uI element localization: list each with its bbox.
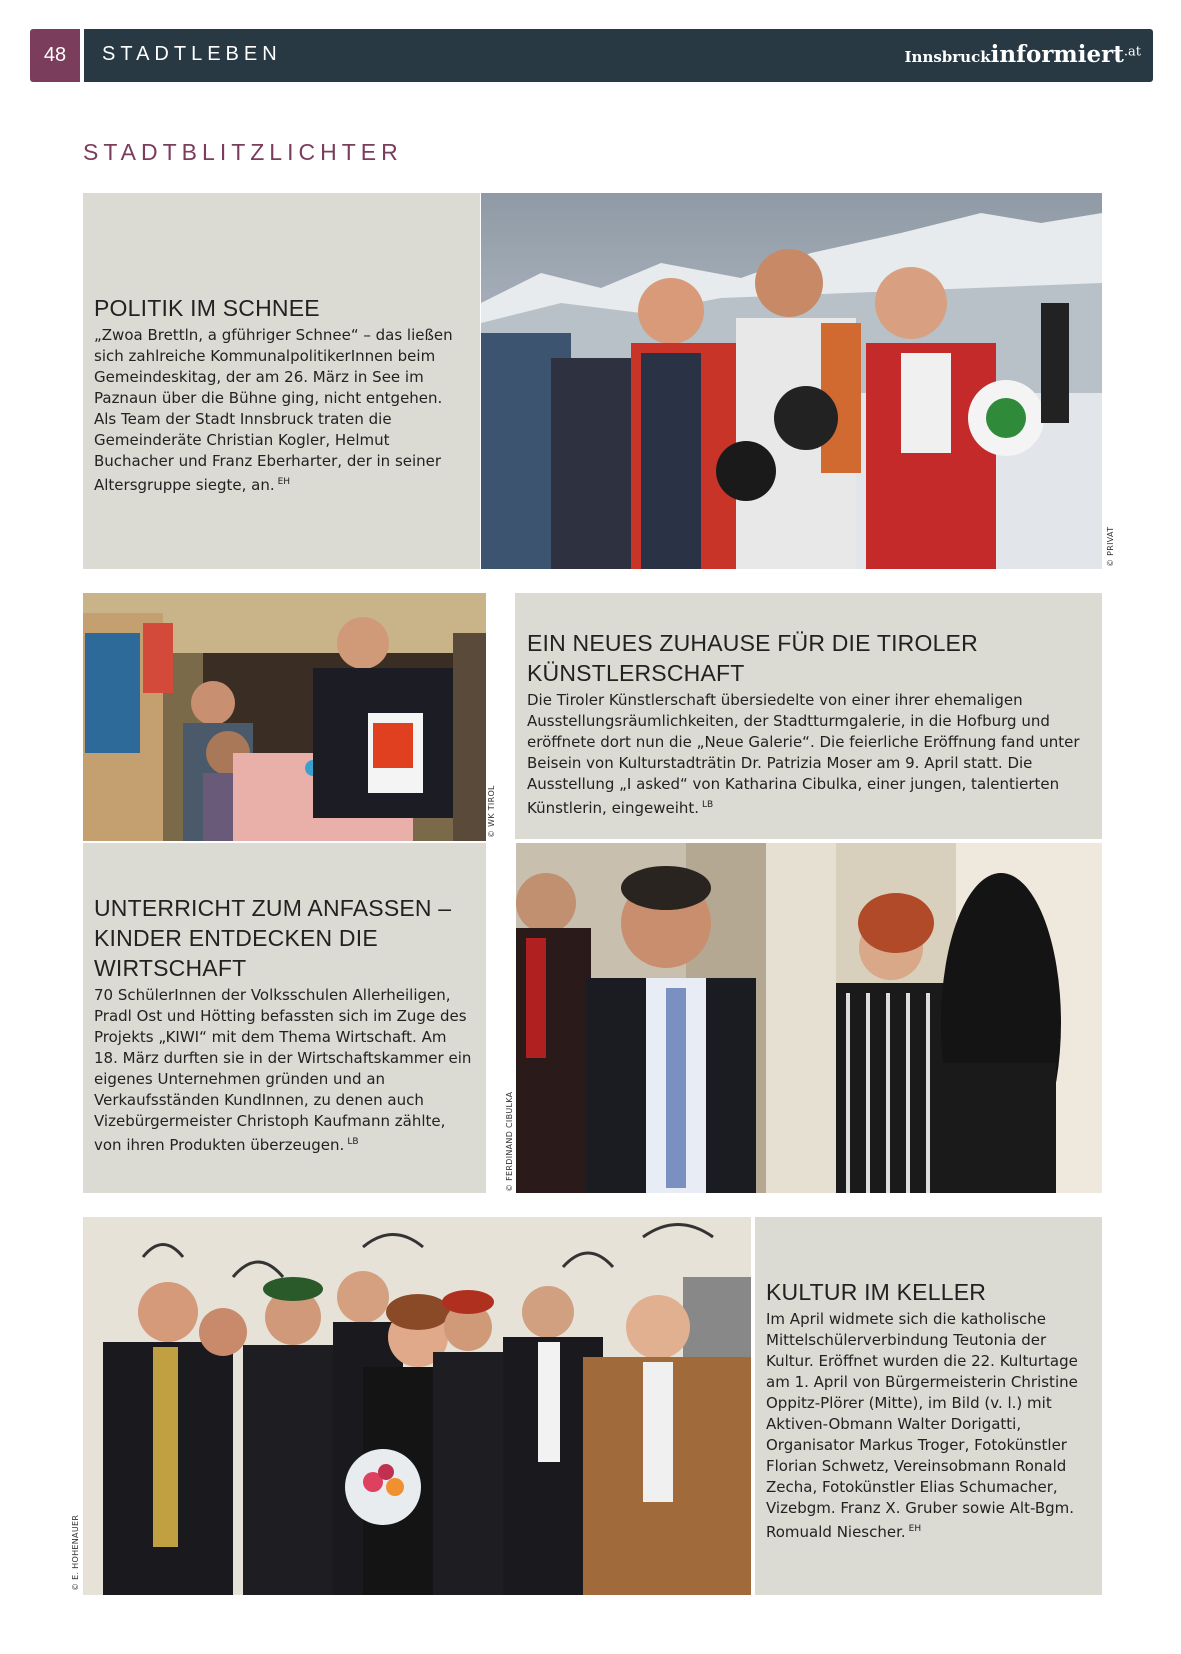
article-text: 70 SchülerInnen der Volksschulen Allerheiligen, Pradl Ost und Hötting befassten sich im Zuge des Projekts „KIWI“ mit dem Thema Wirtschaft. Am 18. März durften sie in der Wirtschaftskammer ein eigenes Unternehmen gründen und an Verkaufsständen KundInnen, zu denen auch Vizebürgermeister Christoph Kaufmann zählte, von ihren Produkten überzeugen.	[94, 986, 472, 1154]
article-title: UNTERRICHT ZUM ANFASSEN – KINDER ENTDECKEN DIE WIRTSCHAFT	[94, 895, 452, 981]
author-tag: LB	[347, 1137, 359, 1147]
page-title: STADTBLITZLICHTER	[83, 139, 403, 165]
photo-children-market	[83, 593, 486, 841]
publication-logo	[905, 41, 1141, 68]
logo-main: informiert	[990, 41, 1124, 68]
author-tag: EH	[908, 1524, 922, 1534]
logo-prefix: Innsbruck	[904, 48, 991, 66]
author-tag: LB	[702, 800, 714, 810]
page-number: 48	[30, 29, 80, 82]
photo-credit: © E. HOHENAUER	[71, 1514, 80, 1591]
photo-credit: © WK TIROL	[487, 785, 496, 838]
photo-credit: © PRIVAT	[1106, 526, 1115, 567]
article-text: Die Tiroler Künstlerschaft übersiedelte von einer ihrer ehemaligen Ausstellungsräumlichkeiten, der Stadtturmgalerie, in die Hofburg und eröffnete dort nun die „Neue Galerie“. Die feierliche Eröffnung fand unter Beisein von Kulturstadträtin Dr. Patrizia Moser am 9. April statt. Die Ausstellung „I asked“ von Katharina Cibulka, einer jungen, talentierten Künstlerin, eingeweiht.	[527, 691, 1080, 817]
photo-credit: © FERDINAND CIBULKA	[505, 1091, 514, 1192]
article-body	[766, 1309, 1091, 1543]
photo-kulturtage-group	[83, 1217, 751, 1595]
article-title: POLITIK IM SCHNEE	[94, 295, 320, 321]
section-label: STADTLEBEN	[102, 43, 282, 65]
article-body	[94, 985, 475, 1156]
article-title: KULTUR IM KELLER	[766, 1279, 987, 1305]
page-header	[30, 29, 1153, 82]
article-body	[527, 690, 1090, 819]
article-body	[94, 325, 469, 496]
article-text: „Zwoa Brettln, a gführiger Schnee“ – das ließen sich zahlreiche KommunalpolitikerInnen beim Gemeindeskitag, der am 26. März in See im Paznaun über die Bühne ging, nicht entgehen. Als Team der Stadt Innsbruck traten die Gemeinderäte Christian Kogler, Helmut Buchacher und Franz Eberharter, der in seiner Altersgruppe siegte, an.	[94, 326, 453, 494]
author-tag: EH	[277, 477, 291, 487]
article-unterricht-zum-anfassen	[83, 843, 486, 1193]
logo-suffix: .at	[1123, 44, 1141, 60]
article-kultur-im-keller	[755, 1217, 1102, 1595]
section-bar	[84, 29, 1153, 82]
article-text: Im April widmete sich die katholische Mittelschülerverbindung Teutonia der Kultur. Eröffnet wurden die 22. Kulturtage am 1. April von Bürgermeisterin Christine Oppitz-Plörer (Mitte), im Bild (v. l.) mit Aktiven-Obmann Walter Dorigatti, Organisator Markus Troger, Fotokünstler Florian Schwetz, Vereinsobmann Ronald Zecha, Fotokünstler Elias Schumacher, Vizebgm. Franz X. Gruber sowie Alt-Bgm. Romuald Niescher.	[766, 1310, 1078, 1541]
photo-ski-politicians	[481, 193, 1102, 569]
article-politik-im-schnee	[83, 193, 480, 569]
photo-gallery-opening	[516, 843, 1102, 1193]
article-kuenstlerschaft	[515, 593, 1102, 839]
article-title: EIN NEUES ZUHAUSE FÜR DIE TIROLER KÜNSTLERSCHAFT	[527, 630, 978, 686]
